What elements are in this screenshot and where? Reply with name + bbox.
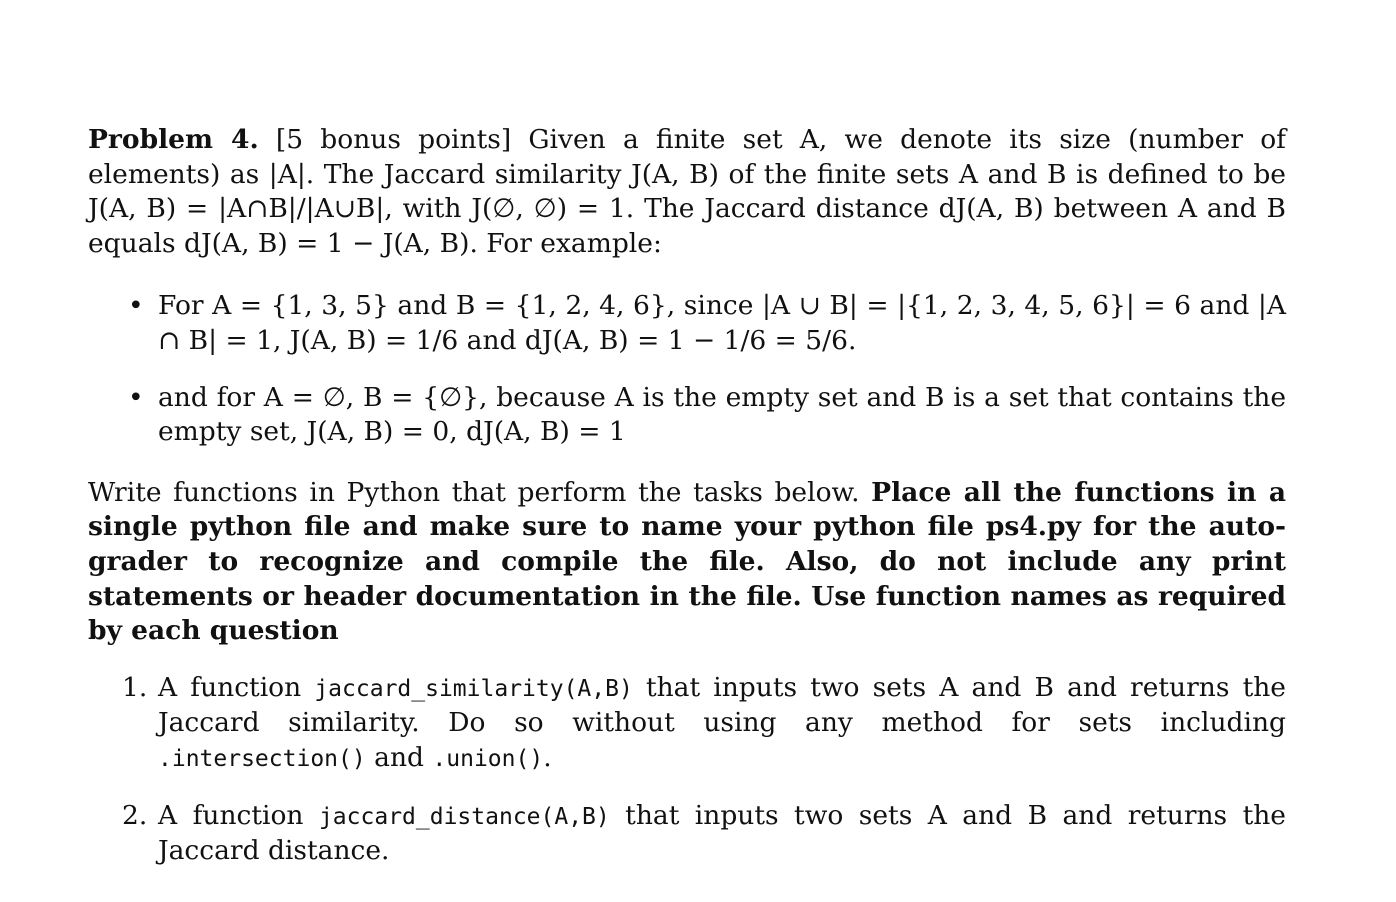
task-number: 2. <box>122 799 148 831</box>
instructions-plain: Write functions in Python that perform the tasks below. <box>88 476 872 508</box>
code-method: .intersection() <box>158 745 366 772</box>
examples-list <box>88 289 1295 449</box>
problem-statement <box>88 123 1295 261</box>
code-function-name: jaccard_similarity(A,B) <box>314 675 633 702</box>
bullet-icon: • <box>128 290 144 322</box>
code-method: .union() <box>432 745 544 772</box>
example-item: • For A = {1, 3, 5} and B = {1, 2, 4, 6}, since |A ∪ B| = |{1, 2, 3, 4, 5, 6}| = 6 and |A ∩ B| = 1, J(A, B) = 1/6 and dJ(A, B) = 1 − 1/6 = 5/6. <box>128 290 1295 356</box>
example-item: • and for A = ∅, B = {∅}, because A is the empty set and B is a set that contains the empty set, J(A, B) = 0, dJ(A, B) = 1 <box>128 381 1295 448</box>
bullet-icon: • <box>128 381 144 413</box>
problem-page <box>88 123 1296 891</box>
task-item: 2. A function jaccard_distance(A,B) that inputs two sets A and B and returns the Jaccard distance. <box>122 799 1295 867</box>
code-function-name: jaccard_distance(A,B) <box>318 803 610 830</box>
instructions-bold: Place all the functions in a single python file and make sure to name your python file ps4.py for the auto-grader to recognize and compile the file. Also, do not include any print statements or header documentation in the file. Use function names as required by each question <box>88 476 1296 647</box>
tasks-list <box>88 671 1295 869</box>
task-number: 1. <box>122 671 148 703</box>
instructions <box>88 476 1296 649</box>
problem-intro: [5 bonus points] Given a finite set A, we denote its size (number of elements) as |A|. The Jaccard similarity J(A, B) of the finite sets A and B is defined to be J(A, B) = |A∩B|/|A∪B|, with J(∅, ∅) = 1. The Jaccard distance dJ(A, B) between A and B equals dJ(A, B) = 1 − J(A, B). For example: <box>88 124 1295 259</box>
problem-label: Problem 4. <box>88 124 259 155</box>
task-item: 1. A function jaccard_similarity(A,B) that inputs two sets A and B and returns the Jaccard similarity. Do so without using any method for sets including .intersection() and .union(). <box>122 671 1295 773</box>
